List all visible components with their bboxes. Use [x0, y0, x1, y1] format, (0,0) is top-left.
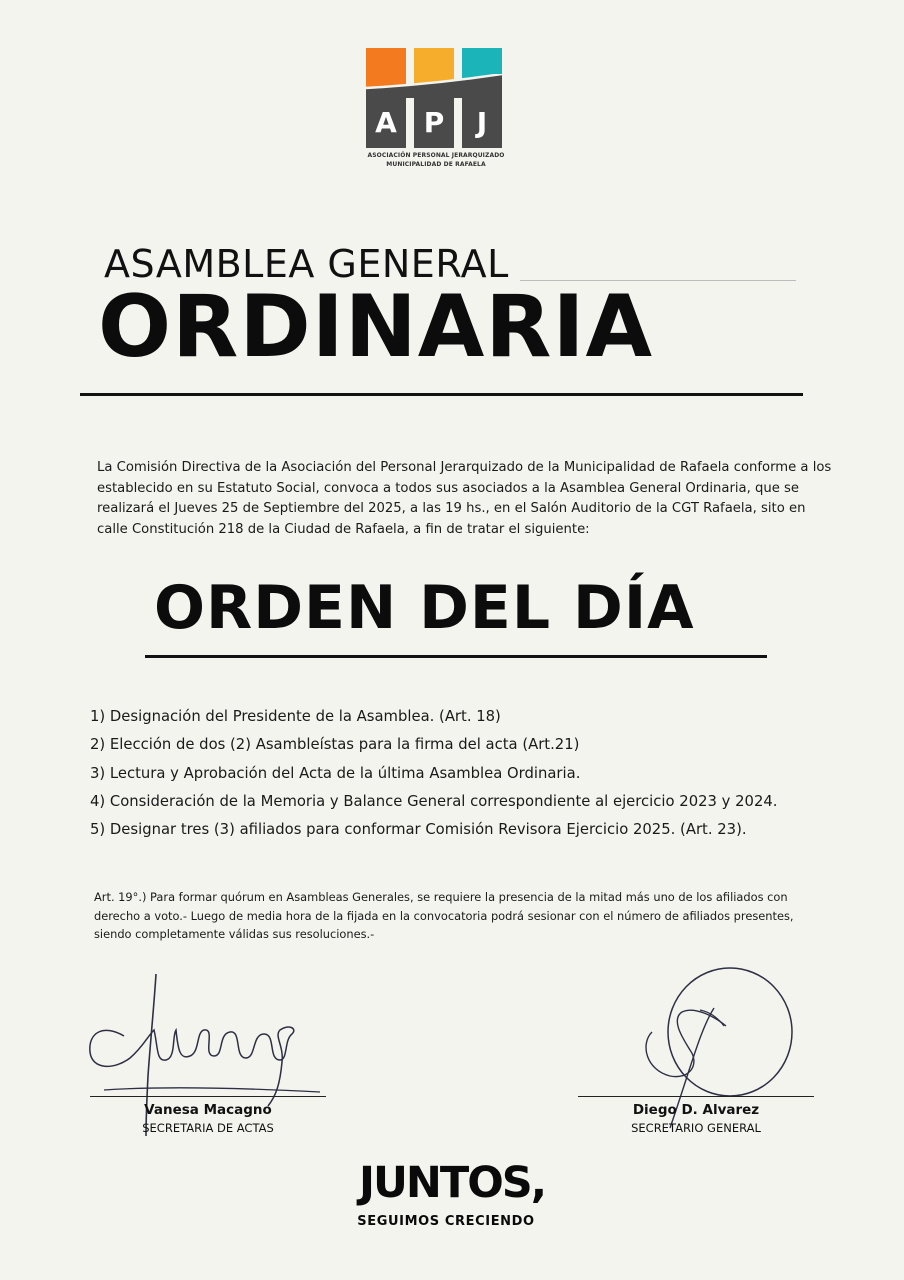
logo-letter-j: J: [462, 96, 502, 148]
logo-letters: [366, 96, 502, 148]
logo-subtitle-line1: ASOCIACIÓN PERSONAL JERARQUIZADO: [367, 152, 505, 159]
agenda-title: ORDEN DEL DÍA: [154, 573, 695, 643]
title-underline: [80, 393, 803, 396]
agenda-item-1: 1) Designación del Presidente de la Asamblea. (Art. 18): [90, 708, 501, 725]
logo-letter-p: P: [414, 96, 454, 148]
signer-right-role: SECRETARIO GENERAL: [631, 1121, 761, 1135]
title-line2: ORDINARIA: [98, 277, 654, 377]
logo-letter-a: A: [366, 96, 406, 148]
agenda-item-3: 3) Lectura y Aprobación del Acta de la última Asamblea Ordinaria.: [90, 764, 581, 782]
quorum-note: Art. 19°.) Para formar quórum en Asambleas Generales, se requiere la presencia de la mitad más uno de los afiliados con derecho a voto.- Luego de media hora de la fijada en la convocatoria podrá sesionar con el número de afiliados presentes, siendo completamente válidas sus resoluciones.-: [94, 890, 794, 941]
title-line1: ASAMBLEA GENERAL: [104, 242, 509, 286]
slogan-main: JUNTOS,: [358, 1158, 546, 1208]
slogan-sub: SEGUIMOS CRECIENDO: [357, 1214, 535, 1229]
agenda-item-4: 4) Consideración de la Memoria y Balance General correspondiente al ejercicio 2023 y 2024.: [90, 792, 778, 810]
signature-line-left: [90, 1096, 326, 1097]
apj-logo: [366, 48, 506, 173]
signature-line-right: [578, 1096, 814, 1097]
intro-paragraph: La Comisión Directiva de la Asociación del Personal Jerarquizado de la Municipalidad de Rafaela conforme a los establecido en su Estatuto Social, convoca a todos sus asociados a la Asamblea General Ordinaria, que se realizará el Jueves 25 de Septiembre del 2025, a las 19 hs., en el Salón Auditorio de la CGT Rafaela, sito en calle Constitución 218 de la Ciudad de Rafaela, a fin de tratar el siguiente:: [97, 460, 832, 537]
signer-right-name: Diego D. Alvarez: [632, 1102, 760, 1118]
agenda-item-2: 2) Elección de dos (2) Asambleístas para la firma del acta (Art.21): [90, 736, 580, 754]
agenda-item-5: 5) Designar tres (3) afiliados para conformar Comisión Revisora Ejercicio 2025. (Art. 23).: [90, 821, 747, 839]
logo-swoosh-icon: [366, 74, 502, 98]
agenda-title-underline: [145, 655, 767, 658]
logo-subtitle-line2: MUNICIPALIDAD DE RAFAELA: [386, 161, 486, 168]
signer-left-role: SECRETARIA DE ACTAS: [142, 1121, 274, 1135]
agenda-list: [90, 703, 870, 844]
signer-left-name: Vanesa Macagno: [144, 1102, 272, 1118]
